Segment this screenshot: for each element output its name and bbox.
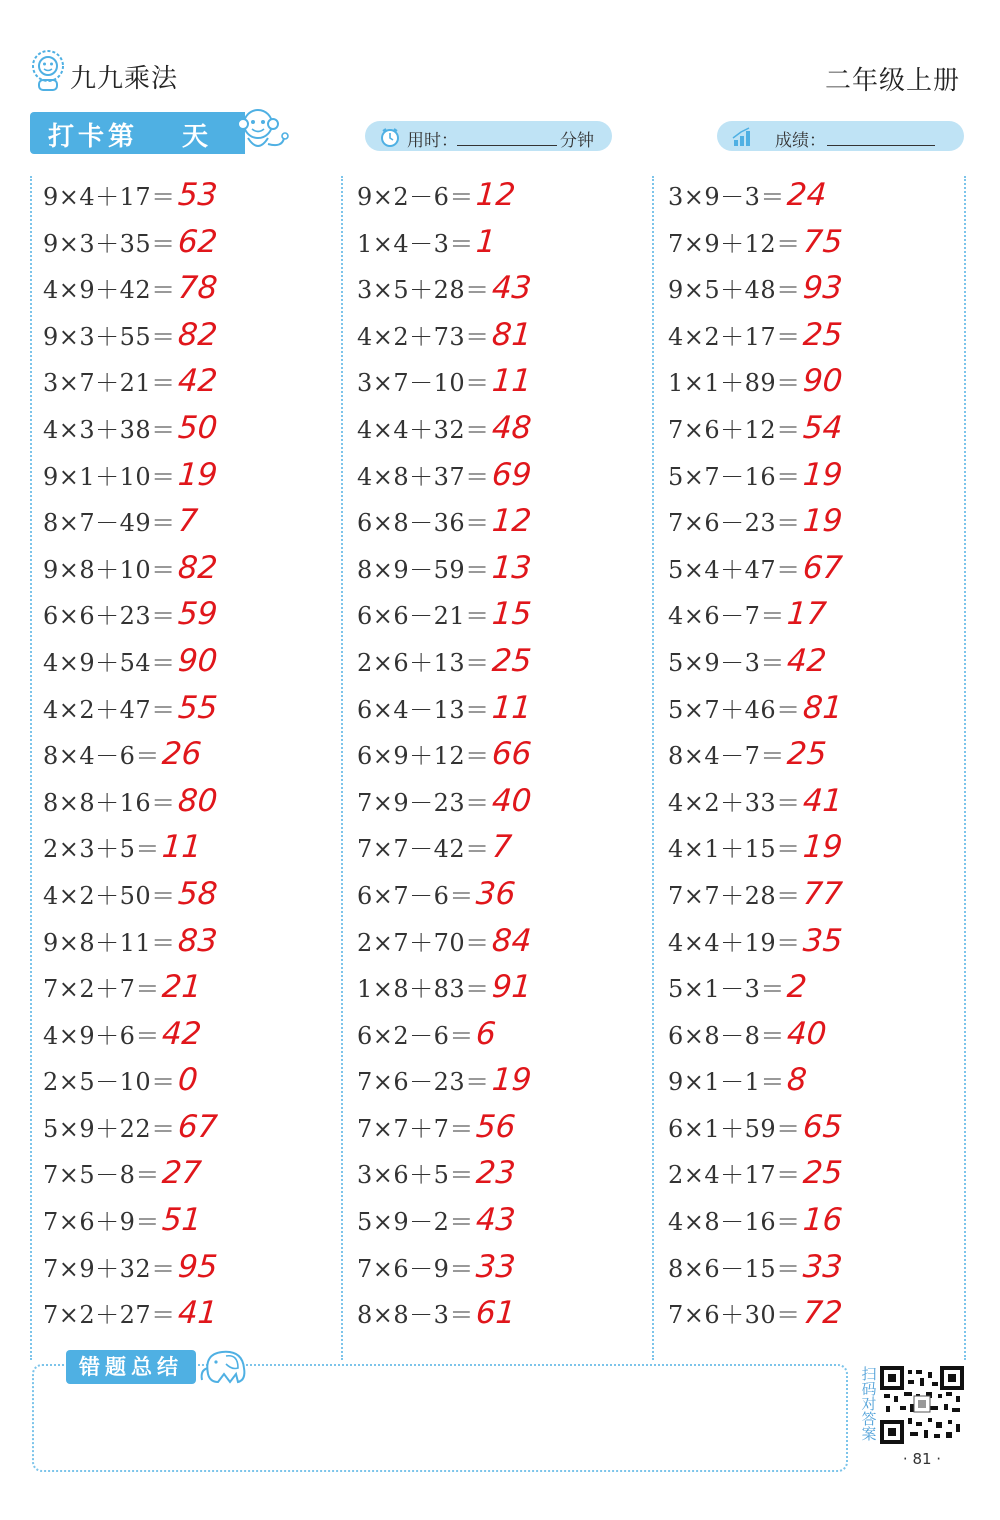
- problem-expression: 2×7＋70＝: [357, 928, 490, 957]
- handwritten-answer[interactable]: 1: [474, 223, 497, 260]
- problem-row: [43, 498, 343, 545]
- problem-row: [668, 1244, 968, 1291]
- problem-row: [357, 1104, 657, 1151]
- problem-row: [668, 964, 968, 1011]
- problem-row: [668, 498, 968, 545]
- handwritten-answer[interactable]: 50: [176, 409, 219, 446]
- handwritten-answer[interactable]: 56: [474, 1108, 517, 1145]
- problem-row: [668, 1197, 968, 1244]
- problem-expression: 6×9＋12＝: [357, 742, 490, 771]
- problem-expression: 1×8＋83＝: [357, 975, 490, 1004]
- problem-expression: 7×7－42＝: [357, 835, 490, 864]
- handwritten-answer[interactable]: 65: [801, 1108, 844, 1145]
- problem-expression: 8×4－7＝: [668, 742, 785, 771]
- handwritten-answer[interactable]: 83: [176, 922, 219, 959]
- problem-expression: 9×1－1＝: [668, 1068, 785, 1097]
- problem-expression: 2×5－10＝: [43, 1068, 176, 1097]
- problem-row: [357, 358, 657, 405]
- problem-expression: 2×6＋13＝: [357, 648, 490, 677]
- problem-expression: 7×7＋28＝: [668, 881, 801, 910]
- handwritten-answer[interactable]: 90: [801, 363, 844, 400]
- problem-expression: 8×7－49＝: [43, 509, 176, 538]
- score-blank[interactable]: [827, 145, 935, 146]
- qr-label: [858, 1366, 878, 1445]
- handwritten-answer[interactable]: 90: [176, 642, 219, 679]
- problem-row: [43, 731, 343, 778]
- problem-row: [357, 638, 657, 685]
- problem-row: [357, 265, 657, 312]
- problem-row: [668, 638, 968, 685]
- handwritten-answer[interactable]: 19: [801, 829, 844, 866]
- problem-expression: 5×1－3＝: [668, 975, 785, 1004]
- problem-column-2: [357, 172, 657, 1337]
- problem-row: [43, 778, 343, 825]
- problem-expression: 7×5－8＝: [43, 1161, 160, 1190]
- handwritten-answer[interactable]: 54: [801, 409, 844, 446]
- problem-expression: 4×9＋42＝: [43, 276, 176, 305]
- problem-expression: 6×6－21＝: [357, 602, 490, 631]
- problem-expression: 4×2＋73＝: [357, 322, 490, 351]
- grade-label: 二年级上册: [824, 66, 960, 96]
- handwritten-answer[interactable]: 7: [490, 829, 513, 866]
- problem-row: [668, 824, 968, 871]
- handwritten-answer[interactable]: 7: [176, 503, 199, 540]
- problem-expression: 7×7＋7＝: [357, 1114, 474, 1143]
- handwritten-answer[interactable]: 67: [176, 1108, 219, 1145]
- handwritten-answer[interactable]: 0: [176, 1062, 199, 1099]
- monkey-icon: [232, 104, 290, 160]
- problem-expression: 8×8＋16＝: [43, 788, 176, 817]
- problem-expression: 3×9－3＝: [668, 183, 785, 211]
- time-blank[interactable]: [457, 145, 557, 146]
- handwritten-answer[interactable]: 35: [801, 922, 844, 959]
- handwritten-answer[interactable]: 48: [490, 409, 533, 446]
- score-label: 成绩：: [775, 131, 826, 151]
- problem-row: [357, 405, 657, 452]
- handwritten-answer[interactable]: 27: [160, 1155, 203, 1192]
- problem-row: [668, 452, 968, 499]
- problem-row: [357, 219, 657, 266]
- handwritten-answer[interactable]: 15: [490, 596, 533, 633]
- problem-row: [43, 871, 343, 918]
- handwritten-answer[interactable]: 19: [801, 456, 844, 493]
- problem-row: [668, 685, 968, 732]
- problem-expression: 9×8＋11＝: [43, 928, 176, 957]
- problem-expression: 7×6＋12＝: [668, 415, 801, 444]
- problem-expression: 6×6＋23＝: [43, 602, 176, 631]
- handwritten-answer[interactable]: 33: [474, 1248, 517, 1285]
- problem-expression: 4×2＋33＝: [668, 788, 801, 817]
- problem-row: [357, 172, 657, 219]
- handwritten-answer[interactable]: 25: [490, 642, 533, 679]
- problem-expression: 8×8－3＝: [357, 1301, 474, 1330]
- problem-row: [668, 778, 968, 825]
- handwritten-answer[interactable]: 33: [801, 1248, 844, 1285]
- handwritten-answer[interactable]: 2: [785, 969, 808, 1006]
- handwritten-answer[interactable]: 40: [490, 782, 533, 819]
- elephant-icon: [198, 1344, 252, 1388]
- problem-row: [668, 1150, 968, 1197]
- handwritten-answer[interactable]: 26: [160, 736, 203, 773]
- problem-expression: 7×6＋9＝: [43, 1208, 160, 1237]
- problem-row: [668, 1057, 968, 1104]
- clock-icon: [379, 126, 401, 148]
- problem-expression: 7×9＋12＝: [668, 229, 801, 258]
- problem-row: [357, 964, 657, 1011]
- problem-row: [668, 591, 968, 638]
- mistake-summary-label: 错题总结: [66, 1350, 196, 1384]
- problem-row: [357, 1057, 657, 1104]
- problem-expression: 9×8＋10＝: [43, 555, 176, 584]
- problem-expression: 4×2＋50＝: [43, 881, 176, 910]
- problem-row: [357, 312, 657, 359]
- problem-expression: 6×8－36＝: [357, 509, 490, 538]
- problem-row: [357, 498, 657, 545]
- handwritten-answer[interactable]: 21: [160, 969, 203, 1006]
- problem-row: [43, 405, 343, 452]
- time-unit: 分钟: [560, 131, 594, 151]
- problem-row: [43, 1244, 343, 1291]
- qr-label-text: 扫码对答案: [859, 1366, 878, 1441]
- handwritten-answer[interactable]: 19: [490, 1062, 533, 1099]
- handwritten-answer[interactable]: 43: [490, 270, 533, 307]
- problem-row: [43, 452, 343, 499]
- problem-row: [43, 545, 343, 592]
- problem-expression: 4×8＋37＝: [357, 462, 490, 491]
- problem-expression: 6×1＋59＝: [668, 1114, 801, 1143]
- problem-row: [43, 824, 343, 871]
- handwritten-answer[interactable]: 40: [785, 1015, 828, 1052]
- problem-row: [668, 405, 968, 452]
- problem-expression: 9×3＋35＝: [43, 229, 176, 258]
- handwritten-answer[interactable]: 84: [490, 922, 533, 959]
- problem-row: [43, 172, 343, 219]
- problem-row: [357, 545, 657, 592]
- problem-column-3: [668, 172, 968, 1337]
- handwritten-answer[interactable]: 24: [785, 177, 828, 213]
- handwritten-answer[interactable]: 55: [176, 689, 219, 726]
- handwritten-answer[interactable]: 69: [490, 456, 533, 493]
- problem-row: [357, 731, 657, 778]
- problem-row: [43, 312, 343, 359]
- problem-expression: 7×2＋7＝: [43, 975, 160, 1004]
- page-number: · 81 ·: [902, 1450, 942, 1468]
- problem-row: [43, 964, 343, 1011]
- problem-row: [357, 824, 657, 871]
- problem-expression: 7×6－23＝: [357, 1068, 490, 1097]
- problem-expression: 3×7－10＝: [357, 369, 490, 398]
- problem-row: [357, 1011, 657, 1058]
- handwritten-answer[interactable]: 78: [176, 270, 219, 307]
- problem-expression: 4×4＋32＝: [357, 415, 490, 444]
- problem-expression: 8×6－15＝: [668, 1254, 801, 1283]
- problem-expression: 1×4－3＝: [357, 229, 474, 258]
- handwritten-answer[interactable]: 6: [474, 1015, 497, 1052]
- problem-expression: 5×9－2＝: [357, 1208, 474, 1237]
- handwritten-answer[interactable]: 81: [801, 689, 844, 726]
- problem-expression: 4×2＋17＝: [668, 322, 801, 351]
- handwritten-answer[interactable]: 42: [785, 642, 828, 679]
- qr-code-icon[interactable]: [880, 1366, 964, 1444]
- problem-row: [357, 591, 657, 638]
- problem-row: [357, 778, 657, 825]
- handwritten-answer[interactable]: 61: [474, 1295, 517, 1332]
- handwritten-answer[interactable]: 11: [490, 363, 533, 400]
- problem-row: [357, 1197, 657, 1244]
- problem-row: [43, 638, 343, 685]
- handwritten-answer[interactable]: 11: [490, 689, 533, 726]
- problem-expression: 5×9＋22＝: [43, 1114, 176, 1143]
- problem-expression: 9×1＋10＝: [43, 462, 176, 491]
- checkin-day-unit: 天: [182, 122, 209, 152]
- problem-expression: 3×6＋5＝: [357, 1161, 474, 1190]
- problem-row: [43, 358, 343, 405]
- problem-row: [668, 219, 968, 266]
- problem-expression: 9×2－6＝: [357, 183, 474, 211]
- problem-expression: 7×6－23＝: [668, 509, 801, 538]
- problem-expression: 7×6＋30＝: [668, 1301, 801, 1330]
- handwritten-answer[interactable]: 58: [176, 875, 219, 912]
- problem-row: [43, 685, 343, 732]
- handwritten-answer[interactable]: 81: [490, 316, 533, 353]
- problem-row: [357, 452, 657, 499]
- handwritten-answer[interactable]: 43: [474, 1202, 517, 1239]
- lion-logo-icon: [28, 48, 68, 92]
- handwritten-answer[interactable]: 42: [160, 1015, 203, 1052]
- problem-expression: 6×8－8＝: [668, 1021, 785, 1050]
- time-box: [365, 121, 612, 151]
- handwritten-answer[interactable]: 95: [176, 1248, 219, 1285]
- problem-expression: 8×9－59＝: [357, 555, 490, 584]
- problem-expression: 4×6－7＝: [668, 602, 785, 631]
- problem-expression: 7×9－23＝: [357, 788, 490, 817]
- problem-expression: 4×3＋38＝: [43, 415, 176, 444]
- problem-row: [43, 1290, 343, 1337]
- problem-row: [357, 1150, 657, 1197]
- handwritten-answer[interactable]: 23: [474, 1155, 517, 1192]
- problem-row: [668, 1290, 968, 1337]
- problem-expression: 6×4－13＝: [357, 695, 490, 724]
- problem-expression: 9×5＋48＝: [668, 276, 801, 305]
- handwritten-answer[interactable]: 19: [176, 456, 219, 493]
- problem-row: [668, 918, 968, 965]
- handwritten-answer[interactable]: 77: [801, 875, 844, 912]
- problem-row: [43, 1197, 343, 1244]
- handwritten-answer[interactable]: 67: [801, 549, 844, 586]
- problem-expression: 3×7＋21＝: [43, 369, 176, 398]
- bar-chart-icon: [731, 126, 753, 148]
- handwritten-answer[interactable]: 13: [490, 549, 533, 586]
- problem-expression: 1×1＋89＝: [668, 369, 801, 398]
- problem-row: [668, 312, 968, 359]
- problem-expression: 7×2＋27＝: [43, 1301, 176, 1330]
- problem-expression: 2×3＋5＝: [43, 835, 160, 864]
- problem-row: [357, 685, 657, 732]
- problem-expression: 8×4－6＝: [43, 742, 160, 771]
- problem-row: [357, 1244, 657, 1291]
- problem-row: [43, 219, 343, 266]
- problem-row: [43, 1011, 343, 1058]
- problem-row: [43, 1057, 343, 1104]
- problem-expression: 7×6－9＝: [357, 1254, 474, 1283]
- problem-expression: 2×4＋17＝: [668, 1161, 801, 1190]
- handwritten-answer[interactable]: 82: [176, 549, 219, 586]
- handwritten-answer[interactable]: 51: [160, 1202, 203, 1239]
- problem-expression: 5×7－16＝: [668, 462, 801, 491]
- column-divider: [30, 176, 32, 1360]
- time-label: 用时：: [407, 131, 458, 151]
- problem-row: [43, 918, 343, 965]
- handwritten-answer[interactable]: 80: [176, 782, 219, 819]
- problem-row: [357, 918, 657, 965]
- handwritten-answer[interactable]: 11: [160, 829, 203, 866]
- handwritten-answer[interactable]: 19: [801, 503, 844, 540]
- handwritten-answer[interactable]: 59: [176, 596, 219, 633]
- problem-expression: 9×4＋17＝: [43, 183, 176, 211]
- problem-row: [668, 358, 968, 405]
- problem-expression: 4×4＋19＝: [668, 928, 801, 957]
- problem-expression: 5×7＋46＝: [668, 695, 801, 724]
- problem-expression: 4×8－16＝: [668, 1208, 801, 1237]
- problem-expression: 6×7－6＝: [357, 881, 474, 910]
- problem-row: [668, 871, 968, 918]
- problem-row: [43, 1150, 343, 1197]
- handwritten-answer[interactable]: 41: [801, 782, 844, 819]
- handwritten-answer[interactable]: 36: [474, 875, 517, 912]
- handwritten-answer[interactable]: 16: [801, 1202, 844, 1239]
- problem-expression: 4×9＋54＝: [43, 648, 176, 677]
- problem-expression: 5×9－3＝: [668, 648, 785, 677]
- handwritten-answer[interactable]: 12: [474, 177, 517, 213]
- handwritten-answer[interactable]: 25: [801, 1155, 844, 1192]
- problem-row: [43, 265, 343, 312]
- handwritten-answer[interactable]: 17: [785, 596, 828, 633]
- handwritten-answer[interactable]: 12: [490, 503, 533, 540]
- handwritten-answer[interactable]: 82: [176, 316, 219, 353]
- handwritten-answer[interactable]: 72: [801, 1295, 844, 1332]
- handwritten-answer[interactable]: 53: [176, 177, 219, 213]
- problem-row: [43, 591, 343, 638]
- problem-row: [668, 1104, 968, 1151]
- handwritten-answer[interactable]: 42: [176, 363, 219, 400]
- handwritten-answer[interactable]: 91: [490, 969, 533, 1006]
- problem-expression: 7×9＋32＝: [43, 1254, 176, 1283]
- problem-row: [668, 172, 968, 219]
- handwritten-answer[interactable]: 66: [490, 736, 533, 773]
- problem-row: [43, 1104, 343, 1151]
- problem-expression: 4×1＋15＝: [668, 835, 801, 864]
- handwritten-answer[interactable]: 25: [801, 316, 844, 353]
- problem-column-1: [43, 172, 343, 1337]
- handwritten-answer[interactable]: 75: [801, 223, 844, 260]
- problem-expression: 5×4＋47＝: [668, 555, 801, 584]
- score-box: [717, 121, 964, 151]
- handwritten-answer[interactable]: 62: [176, 223, 219, 260]
- handwritten-answer[interactable]: 25: [785, 736, 828, 773]
- problem-row: [357, 871, 657, 918]
- problem-expression: 4×9＋6＝: [43, 1021, 160, 1050]
- problem-expression: 9×3＋55＝: [43, 322, 176, 351]
- handwritten-answer[interactable]: 8: [785, 1062, 808, 1099]
- handwritten-answer[interactable]: 41: [176, 1295, 219, 1332]
- problem-row: [668, 1011, 968, 1058]
- problem-row: [357, 1290, 657, 1337]
- handwritten-answer[interactable]: 93: [801, 270, 844, 307]
- problem-row: [668, 731, 968, 778]
- problem-expression: 3×5＋28＝: [357, 276, 490, 305]
- problem-expression: 6×2－6＝: [357, 1021, 474, 1050]
- problem-row: [668, 265, 968, 312]
- checkin-label: 打卡第: [48, 122, 139, 152]
- problem-expression: 4×2＋47＝: [43, 695, 176, 724]
- book-title: 九九乘法: [70, 64, 179, 94]
- problem-row: [668, 545, 968, 592]
